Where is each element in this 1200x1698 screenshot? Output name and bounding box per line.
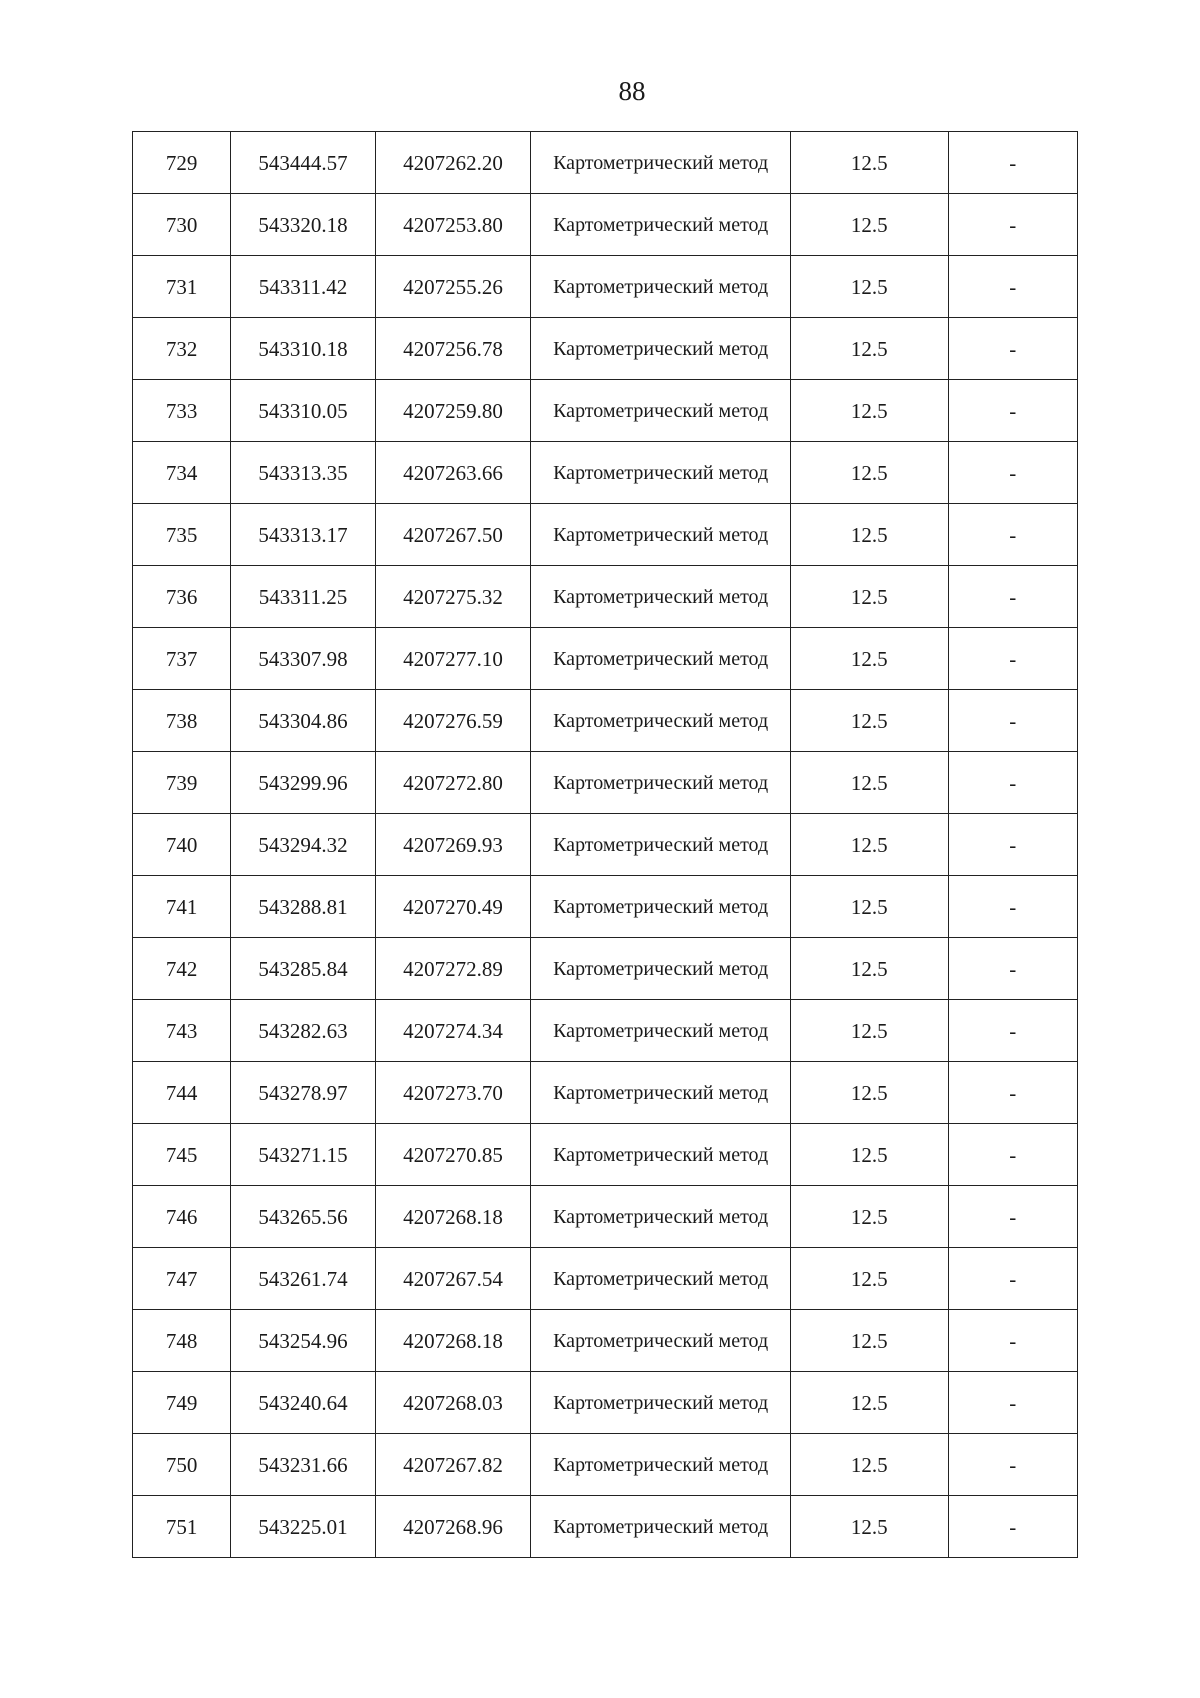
x-coordinate-cell: 543310.05 [231, 380, 375, 442]
point-number-cell: 733 [133, 380, 231, 442]
y-coordinate-cell: 4207272.80 [375, 752, 530, 814]
y-coordinate-cell: 4207259.80 [375, 380, 530, 442]
method-cell: Картометрический метод [531, 1372, 791, 1434]
coordinates-table [132, 131, 1078, 1558]
note-cell: - [948, 318, 1077, 380]
method-cell: Картометрический метод [531, 752, 791, 814]
note-cell: - [948, 442, 1077, 504]
table-row [133, 194, 1078, 256]
point-number-cell: 749 [133, 1372, 231, 1434]
y-coordinate-cell: 4207256.78 [375, 318, 530, 380]
method-cell: Картометрический метод [531, 938, 791, 1000]
accuracy-cell: 12.5 [791, 876, 949, 938]
note-cell: - [948, 938, 1077, 1000]
method-cell: Картометрический метод [531, 628, 791, 690]
note-cell: - [948, 1496, 1077, 1558]
y-coordinate-cell: 4207267.50 [375, 504, 530, 566]
x-coordinate-cell: 543271.15 [231, 1124, 375, 1186]
point-number-cell: 736 [133, 566, 231, 628]
method-cell: Картометрический метод [531, 1496, 791, 1558]
x-coordinate-cell: 543311.25 [231, 566, 375, 628]
method-cell: Картометрический метод [531, 690, 791, 752]
point-number-cell: 729 [133, 132, 231, 194]
table-row [133, 380, 1078, 442]
table-row [133, 814, 1078, 876]
method-cell: Картометрический метод [531, 814, 791, 876]
point-number-cell: 750 [133, 1434, 231, 1496]
table-row [133, 1434, 1078, 1496]
accuracy-cell: 12.5 [791, 504, 949, 566]
point-number-cell: 743 [133, 1000, 231, 1062]
y-coordinate-cell: 4207268.96 [375, 1496, 530, 1558]
accuracy-cell: 12.5 [791, 256, 949, 318]
note-cell: - [948, 1248, 1077, 1310]
x-coordinate-cell: 543310.18 [231, 318, 375, 380]
accuracy-cell: 12.5 [791, 1310, 949, 1372]
y-coordinate-cell: 4207268.03 [375, 1372, 530, 1434]
table-row [133, 938, 1078, 1000]
note-cell: - [948, 1372, 1077, 1434]
y-coordinate-cell: 4207269.93 [375, 814, 530, 876]
note-cell: - [948, 1186, 1077, 1248]
accuracy-cell: 12.5 [791, 1496, 949, 1558]
table-row [133, 752, 1078, 814]
y-coordinate-cell: 4207267.82 [375, 1434, 530, 1496]
table-row [133, 628, 1078, 690]
method-cell: Картометрический метод [531, 1186, 791, 1248]
accuracy-cell: 12.5 [791, 814, 949, 876]
table-row [133, 504, 1078, 566]
note-cell: - [948, 380, 1077, 442]
table-row [133, 318, 1078, 380]
y-coordinate-cell: 4207255.26 [375, 256, 530, 318]
y-coordinate-cell: 4207262.20 [375, 132, 530, 194]
point-number-cell: 746 [133, 1186, 231, 1248]
point-number-cell: 737 [133, 628, 231, 690]
x-coordinate-cell: 543294.32 [231, 814, 375, 876]
accuracy-cell: 12.5 [791, 1124, 949, 1186]
y-coordinate-cell: 4207270.85 [375, 1124, 530, 1186]
y-coordinate-cell: 4207275.32 [375, 566, 530, 628]
note-cell: - [948, 256, 1077, 318]
table-row [133, 876, 1078, 938]
method-cell: Картометрический метод [531, 1062, 791, 1124]
note-cell: - [948, 1310, 1077, 1372]
note-cell: - [948, 628, 1077, 690]
accuracy-cell: 12.5 [791, 566, 949, 628]
note-cell: - [948, 1434, 1077, 1496]
x-coordinate-cell: 543307.98 [231, 628, 375, 690]
accuracy-cell: 12.5 [791, 380, 949, 442]
method-cell: Картометрический метод [531, 194, 791, 256]
method-cell: Картометрический метод [531, 256, 791, 318]
x-coordinate-cell: 543240.64 [231, 1372, 375, 1434]
table-row [133, 1496, 1078, 1558]
x-coordinate-cell: 543320.18 [231, 194, 375, 256]
x-coordinate-cell: 543282.63 [231, 1000, 375, 1062]
accuracy-cell: 12.5 [791, 1248, 949, 1310]
table-row [133, 1310, 1078, 1372]
accuracy-cell: 12.5 [791, 1000, 949, 1062]
point-number-cell: 735 [133, 504, 231, 566]
note-cell: - [948, 504, 1077, 566]
note-cell: - [948, 132, 1077, 194]
point-number-cell: 731 [133, 256, 231, 318]
y-coordinate-cell: 4207267.54 [375, 1248, 530, 1310]
note-cell: - [948, 194, 1077, 256]
table-row [133, 690, 1078, 752]
y-coordinate-cell: 4207253.80 [375, 194, 530, 256]
note-cell: - [948, 814, 1077, 876]
point-number-cell: 748 [133, 1310, 231, 1372]
table-row [133, 1372, 1078, 1434]
note-cell: - [948, 752, 1077, 814]
method-cell: Картометрический метод [531, 1248, 791, 1310]
accuracy-cell: 12.5 [791, 1434, 949, 1496]
y-coordinate-cell: 4207268.18 [375, 1310, 530, 1372]
accuracy-cell: 12.5 [791, 194, 949, 256]
table-row [133, 1186, 1078, 1248]
accuracy-cell: 12.5 [791, 442, 949, 504]
y-coordinate-cell: 4207273.70 [375, 1062, 530, 1124]
method-cell: Картометрический метод [531, 442, 791, 504]
accuracy-cell: 12.5 [791, 1186, 949, 1248]
x-coordinate-cell: 543304.86 [231, 690, 375, 752]
point-number-cell: 739 [133, 752, 231, 814]
x-coordinate-cell: 543265.56 [231, 1186, 375, 1248]
y-coordinate-cell: 4207274.34 [375, 1000, 530, 1062]
page-number: 88 [618, 76, 646, 106]
x-coordinate-cell: 543288.81 [231, 876, 375, 938]
accuracy-cell: 12.5 [791, 132, 949, 194]
accuracy-cell: 12.5 [791, 318, 949, 380]
note-cell: - [948, 1124, 1077, 1186]
y-coordinate-cell: 4207277.10 [375, 628, 530, 690]
x-coordinate-cell: 543311.42 [231, 256, 375, 318]
method-cell: Картометрический метод [531, 1310, 791, 1372]
accuracy-cell: 12.5 [791, 1062, 949, 1124]
point-number-cell: 730 [133, 194, 231, 256]
x-coordinate-cell: 543444.57 [231, 132, 375, 194]
point-number-cell: 741 [133, 876, 231, 938]
table-row [133, 1248, 1078, 1310]
method-cell: Картометрический метод [531, 1124, 791, 1186]
table-row [133, 132, 1078, 194]
method-cell: Картометрический метод [531, 132, 791, 194]
x-coordinate-cell: 543231.66 [231, 1434, 375, 1496]
x-coordinate-cell: 543299.96 [231, 752, 375, 814]
coordinates-table-body [133, 132, 1078, 1558]
point-number-cell: 734 [133, 442, 231, 504]
y-coordinate-cell: 4207263.66 [375, 442, 530, 504]
method-cell: Картометрический метод [531, 1434, 791, 1496]
note-cell: - [948, 1000, 1077, 1062]
note-cell: - [948, 566, 1077, 628]
point-number-cell: 745 [133, 1124, 231, 1186]
accuracy-cell: 12.5 [791, 1372, 949, 1434]
method-cell: Картометрический метод [531, 380, 791, 442]
x-coordinate-cell: 543278.97 [231, 1062, 375, 1124]
method-cell: Картометрический метод [531, 1000, 791, 1062]
method-cell: Картометрический метод [531, 504, 791, 566]
note-cell: - [948, 1062, 1077, 1124]
point-number-cell: 732 [133, 318, 231, 380]
point-number-cell: 751 [133, 1496, 231, 1558]
point-number-cell: 740 [133, 814, 231, 876]
point-number-cell: 744 [133, 1062, 231, 1124]
x-coordinate-cell: 543225.01 [231, 1496, 375, 1558]
point-number-cell: 738 [133, 690, 231, 752]
y-coordinate-cell: 4207268.18 [375, 1186, 530, 1248]
note-cell: - [948, 690, 1077, 752]
accuracy-cell: 12.5 [791, 752, 949, 814]
accuracy-cell: 12.5 [791, 628, 949, 690]
x-coordinate-cell: 543285.84 [231, 938, 375, 1000]
table-row [133, 1000, 1078, 1062]
x-coordinate-cell: 543261.74 [231, 1248, 375, 1310]
table-row [133, 442, 1078, 504]
y-coordinate-cell: 4207272.89 [375, 938, 530, 1000]
table-row [133, 1062, 1078, 1124]
point-number-cell: 742 [133, 938, 231, 1000]
y-coordinate-cell: 4207270.49 [375, 876, 530, 938]
table-row [133, 566, 1078, 628]
accuracy-cell: 12.5 [791, 690, 949, 752]
x-coordinate-cell: 543313.17 [231, 504, 375, 566]
method-cell: Картометрический метод [531, 566, 791, 628]
x-coordinate-cell: 543254.96 [231, 1310, 375, 1372]
x-coordinate-cell: 543313.35 [231, 442, 375, 504]
note-cell: - [948, 876, 1077, 938]
y-coordinate-cell: 4207276.59 [375, 690, 530, 752]
table-row [133, 1124, 1078, 1186]
method-cell: Картометрический метод [531, 876, 791, 938]
accuracy-cell: 12.5 [791, 938, 949, 1000]
method-cell: Картометрический метод [531, 318, 791, 380]
point-number-cell: 747 [133, 1248, 231, 1310]
table-row [133, 256, 1078, 318]
